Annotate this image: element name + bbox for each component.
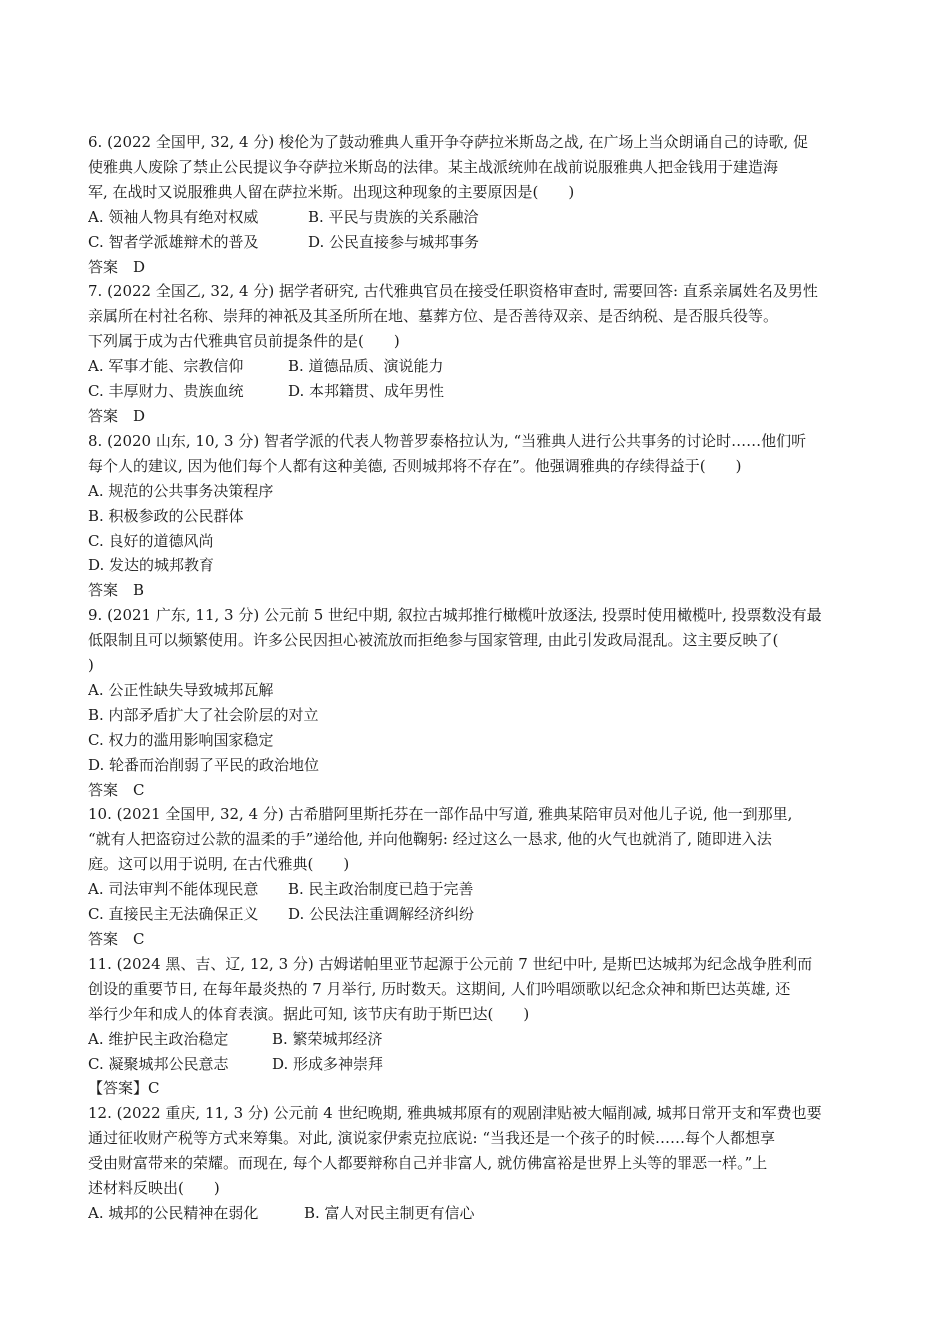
option-a: A. 军事才能、宗教信仰 bbox=[88, 357, 244, 376]
option-d: D. 轮番而治削弱了平民的政治地位 bbox=[88, 755, 320, 774]
question-text-line: 举行少年和成人的体育表演。据此可知, 该节庆有助于斯巴达( ) bbox=[88, 1004, 530, 1023]
option-b: B. 积极参政的公民群体 bbox=[88, 506, 244, 525]
question-text-line: 11. (2024 黑、吉、辽, 12, 3 分) 古姆诺帕里亚节起源于公元前 7 世纪中叶, 是斯巴达城邦为纪念战争胜利而 bbox=[88, 954, 813, 973]
question-11 bbox=[88, 952, 878, 1101]
question-text-line: 每个人的建议, 因为他们每个人都有这种美德, 否则城邦将不存在”。他强调雅典的存续得益于( ) bbox=[88, 456, 742, 475]
option-c: C. 智者学派雄辩术的普及 bbox=[88, 232, 259, 251]
document-page bbox=[88, 130, 878, 1226]
option-row bbox=[88, 902, 878, 927]
question-8 bbox=[88, 429, 878, 603]
question-12 bbox=[88, 1101, 878, 1226]
option-d: D. 公民直接参与城邦事务 bbox=[308, 232, 480, 251]
question-text-line: 9. (2021 广东, 11, 3 分) 公元前 5 世纪中期, 叙拉古城邦推行橄榄叶放逐法, 投票时使用橄榄叶, 投票数没有最 bbox=[88, 606, 822, 625]
option-row bbox=[88, 354, 878, 379]
option-d: D. 公民法注重调解经济纠纷 bbox=[288, 905, 475, 924]
option-d: D. 本邦籍贯、成年男性 bbox=[288, 382, 445, 401]
option-a: A. 规范的公共事务决策程序 bbox=[88, 481, 274, 500]
option-row bbox=[88, 205, 878, 230]
option-c: C. 丰厚财力、贵族血统 bbox=[88, 382, 244, 401]
question-text-line: 通过征收财产税等方式来筹集。对此, 演说家伊索克拉底说: “当我还是一个孩子的时候……每个人都想享 bbox=[88, 1129, 776, 1148]
option-row bbox=[88, 230, 878, 255]
question-9 bbox=[88, 603, 878, 802]
question-text-line: 使雅典人废除了禁止公民提议争夺萨拉米斯岛的法律。某主战派统帅在战前说服雅典人把金钱用于建造海 bbox=[88, 157, 779, 176]
answer: 【答案】C bbox=[88, 1079, 160, 1098]
option-c: C. 权力的滥用影响国家稳定 bbox=[88, 730, 274, 749]
option-b: B. 民主政治制度已趋于完善 bbox=[288, 880, 474, 899]
answer: 答案 C bbox=[88, 930, 145, 948]
option-row bbox=[88, 1027, 878, 1052]
question-text-line: 10. (2021 全国甲, 32, 4 分) 古希腊阿里斯托芬在一部作品中写道, 雅典某陪审员对他儿子说, 他一到那里, bbox=[88, 805, 793, 824]
option-b: B. 富人对民主制更有信心 bbox=[304, 1203, 475, 1222]
option-d: D. 形成多神崇拜 bbox=[272, 1054, 384, 1073]
answer: 答案 C bbox=[88, 780, 145, 799]
option-row bbox=[88, 877, 878, 902]
option-a: A. 司法审判不能体现民意 bbox=[88, 880, 259, 899]
question-text-line: 受由财富带来的荣耀。而现在, 每个人都要辩称自己并非富人, 就仿佛富裕是世界上头等的罪恶一样。”上 bbox=[88, 1154, 768, 1173]
question-text-line: 军, 在战时又说服雅典人留在萨拉米斯。出现这种现象的主要原因是( ) bbox=[88, 182, 575, 201]
option-c: C. 直接民主无法确保正义 bbox=[88, 905, 259, 924]
question-10 bbox=[88, 802, 878, 951]
question-text-line: 12. (2022 重庆, 11, 3 分) 公元前 4 世纪晚期, 雅典城邦原有的观剧津贴被大幅削减, 城邦日常开支和军费也要 bbox=[88, 1104, 822, 1123]
option-b: B. 内部矛盾扩大了社会阶层的对立 bbox=[88, 705, 319, 724]
question-text-line: “就有人把盗窃过公款的温柔的手”递给他, 并向他鞠躬: 经过这么一恳求, 他的火气也就消了, 随即进入法 bbox=[88, 830, 772, 849]
question-text-line: ) bbox=[88, 656, 94, 675]
question-6 bbox=[88, 130, 878, 279]
option-b: B. 道德品质、演说能力 bbox=[288, 357, 444, 376]
question-text-line: 创设的重要节日, 在每年最炎热的 7 月举行, 历时数天。这期间, 人们吟唱颂歌以纪念众神和斯巴达英雄, 还 bbox=[88, 979, 791, 998]
option-d: D. 发达的城邦教育 bbox=[88, 556, 215, 575]
question-text-line: 6. (2022 全国甲, 32, 4 分) 梭伦为了鼓动雅典人重开争夺萨拉米斯岛之战, 在广场上当众朗诵自己的诗歌, 促 bbox=[88, 133, 809, 151]
question-text-line: 庭。这可以用于说明, 在古代雅典( ) bbox=[88, 855, 350, 874]
question-7 bbox=[88, 279, 878, 428]
question-text-line: 低限制且可以频繁使用。许多公民因担心被流放而拒绝参与国家管理, 由此引发政局混乱。这主要反映了( bbox=[88, 631, 779, 650]
option-b: B. 繁荣城邦经济 bbox=[272, 1029, 383, 1048]
option-a: A. 城邦的公民精神在弱化 bbox=[88, 1203, 259, 1222]
question-text-line: 亲属所在村社名称、崇拜的神祇及其圣所所在地、墓葬方位、是否善待双亲、是否纳税、是否服兵役等。 bbox=[88, 307, 779, 326]
option-a: A. 维护民主政治稳定 bbox=[88, 1029, 229, 1048]
answer: 答案 D bbox=[88, 257, 146, 276]
question-text-line: 7. (2022 全国乙, 32, 4 分) 据学者研究, 古代雅典官员在接受任职资格审查时, 需要回答: 直系亲属姓名及男性 bbox=[88, 282, 818, 301]
option-row bbox=[88, 1201, 878, 1226]
option-a: A. 公正性缺失导致城邦瓦解 bbox=[88, 680, 274, 699]
question-text-line: 述材料反映出( ) bbox=[88, 1179, 220, 1198]
question-text-line: 8. (2020 山东, 10, 3 分) 智者学派的代表人物普罗泰格拉认为, “当雅典人进行公共事务的讨论时……他们听 bbox=[88, 431, 807, 450]
option-row bbox=[88, 379, 878, 404]
question-text-line: 下列属于成为古代雅典官员前提条件的是( ) bbox=[88, 332, 400, 351]
option-b: B. 平民与贵族的关系融洽 bbox=[308, 207, 479, 226]
answer: 答案 D bbox=[88, 406, 146, 425]
option-c: C. 凝聚城邦公民意志 bbox=[88, 1054, 229, 1073]
answer: 答案 B bbox=[88, 581, 145, 600]
option-row bbox=[88, 1052, 878, 1077]
option-a: A. 领袖人物具有绝对权威 bbox=[88, 207, 259, 226]
option-c: C. 良好的道德风尚 bbox=[88, 531, 214, 550]
